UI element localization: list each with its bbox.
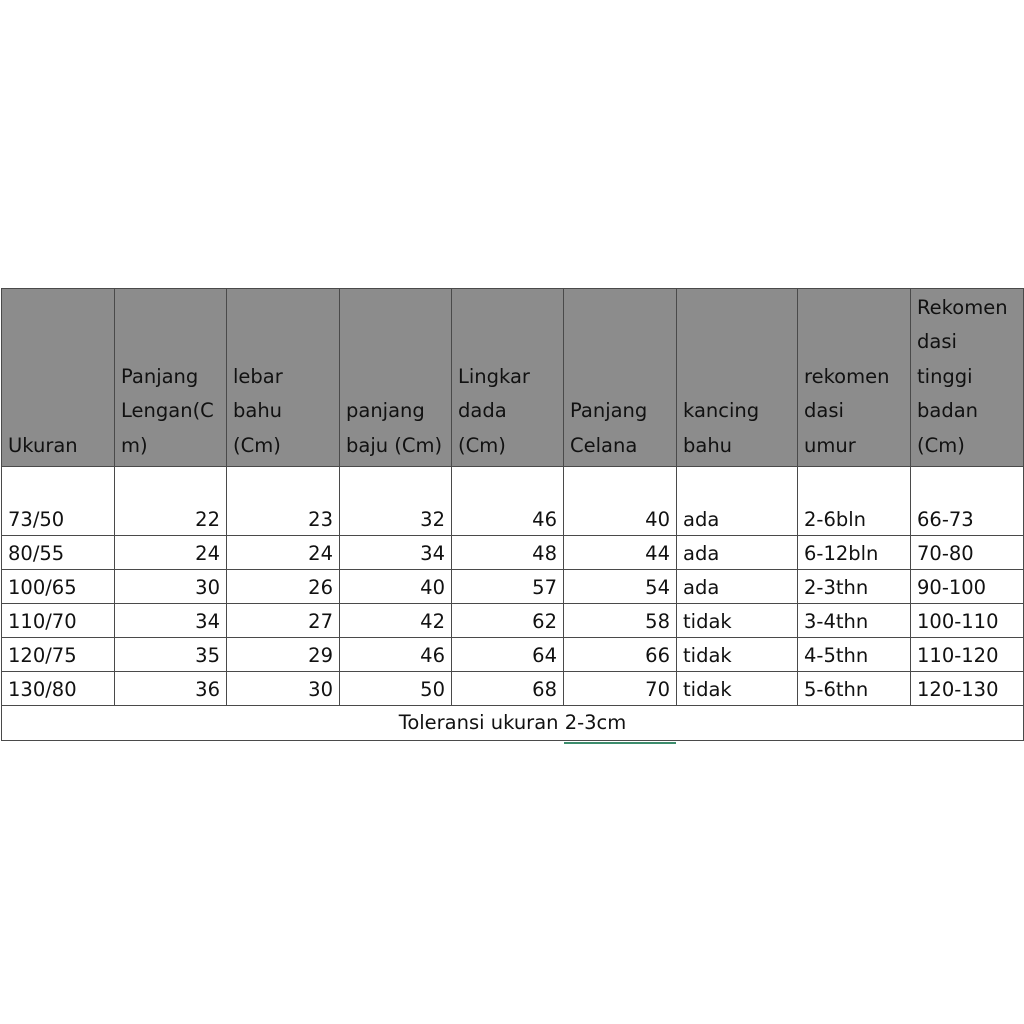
table-cell: 5-6thn [798, 672, 911, 706]
table-cell: 34 [340, 536, 452, 570]
column-header-line: lebar [233, 364, 283, 388]
table-cell: 54 [564, 570, 677, 604]
column-header-line: (Cm) [917, 433, 965, 457]
size-chart-table [1, 288, 1024, 741]
table-cell: tidak [677, 672, 798, 706]
table-cell: 4-5thn [798, 638, 911, 672]
column-header-line: rekomen [804, 364, 890, 388]
table-cell: 62 [452, 604, 564, 638]
column-header [911, 289, 1024, 467]
table-cell: 36 [115, 672, 227, 706]
column-header-line: bahu [683, 433, 733, 457]
table-row [2, 604, 1024, 638]
table-row [2, 638, 1024, 672]
table-cell: 3-4thn [798, 604, 911, 638]
column-header-line: m) [121, 433, 148, 457]
table-cell: 35 [115, 638, 227, 672]
table-cell: ada [677, 467, 798, 536]
column-header-line: dada [458, 399, 507, 422]
column-header-line: Panjang [121, 364, 199, 388]
table-cell: 57 [452, 570, 564, 604]
table-cell: 100-110 [911, 604, 1024, 638]
column-header-line: Celana [570, 433, 638, 457]
table-cell: 68 [452, 672, 564, 706]
table-cell: tidak [677, 638, 798, 672]
column-header [2, 289, 115, 467]
table-cell: 32 [340, 467, 452, 536]
table-cell: 24 [227, 536, 340, 570]
size-cell: 100/65 [2, 570, 115, 604]
column-header-line: baju (Cm) [346, 433, 443, 457]
column-header [452, 289, 564, 467]
column-header-line: Ukuran [8, 433, 78, 457]
table-cell: 64 [452, 638, 564, 672]
size-cell: 110/70 [2, 604, 115, 638]
table-cell: 42 [340, 604, 452, 638]
column-header-line: dasi [917, 330, 957, 353]
table-cell: ada [677, 570, 798, 604]
table-footer [2, 706, 1024, 741]
table-cell: 70 [564, 672, 677, 706]
table-cell: 22 [115, 467, 227, 536]
table-cell: 40 [340, 570, 452, 604]
column-header-line: (Cm) [458, 433, 506, 457]
table-cell: ada [677, 536, 798, 570]
size-cell: 130/80 [2, 672, 115, 706]
table-cell: 2-3thn [798, 570, 911, 604]
column-header [340, 289, 452, 467]
table-cell: 48 [452, 536, 564, 570]
column-header-line: panjang [346, 399, 425, 422]
column-header [564, 289, 677, 467]
table-cell: 23 [227, 467, 340, 536]
table-cell: 120-130 [911, 672, 1024, 706]
table-cell: 50 [340, 672, 452, 706]
column-header [115, 289, 227, 467]
column-header-line: Lengan(C [121, 399, 214, 422]
table-cell: 66 [564, 638, 677, 672]
table-cell: 34 [115, 604, 227, 638]
table-cell: 90-100 [911, 570, 1024, 604]
note-row [2, 706, 1024, 741]
table-cell: 27 [227, 604, 340, 638]
table-row [2, 467, 1024, 536]
size-cell: 80/55 [2, 536, 115, 570]
column-header [798, 289, 911, 467]
table-cell: 66-73 [911, 467, 1024, 536]
table-row [2, 672, 1024, 706]
table-row [2, 536, 1024, 570]
size-tolerance-note: Toleransi ukuran 2-3cm [2, 706, 1024, 741]
table-cell: 46 [340, 638, 452, 672]
table-cell: 6-12bln [798, 536, 911, 570]
header-row [2, 289, 1024, 467]
size-cell: 73/50 [2, 467, 115, 536]
column-header [677, 289, 798, 467]
table-cell: 40 [564, 467, 677, 536]
table-body [2, 467, 1024, 706]
table-cell: tidak [677, 604, 798, 638]
table-cell: 2-6bln [798, 467, 911, 536]
cell-selection-underline [564, 742, 676, 744]
column-header-line: Rekomen [917, 295, 1008, 319]
table-cell: 30 [227, 672, 340, 706]
table-cell: 30 [115, 570, 227, 604]
table-cell: 24 [115, 536, 227, 570]
size-cell: 120/75 [2, 638, 115, 672]
column-header-line: Lingkar [458, 364, 530, 388]
column-header-line: bahu [233, 399, 283, 422]
column-header [227, 289, 340, 467]
column-header-line: tinggi [917, 364, 973, 388]
column-header-line: Panjang [570, 399, 648, 422]
table-row [2, 570, 1024, 604]
column-header-line: kancing [683, 399, 760, 422]
table-cell: 46 [452, 467, 564, 536]
table-cell: 26 [227, 570, 340, 604]
column-header-line: (Cm) [233, 433, 281, 457]
table-cell: 110-120 [911, 638, 1024, 672]
table-cell: 58 [564, 604, 677, 638]
table-header [2, 289, 1024, 467]
table-cell: 44 [564, 536, 677, 570]
column-header-line: dasi [804, 399, 844, 422]
table-cell: 70-80 [911, 536, 1024, 570]
column-header-line: badan [917, 399, 979, 422]
table-cell: 29 [227, 638, 340, 672]
column-header-line: umur [804, 433, 856, 457]
